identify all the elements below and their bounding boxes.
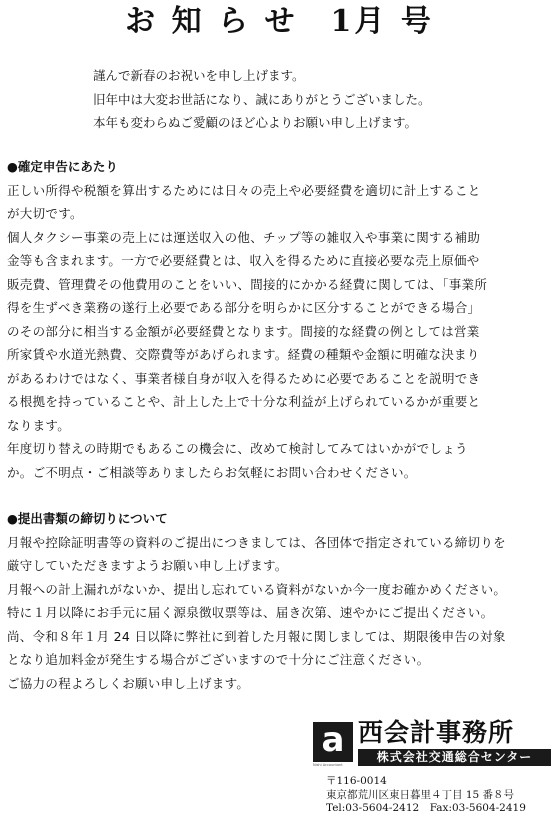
office-name: 西会計事務所 <box>358 718 515 747</box>
submission-deadline-section <box>7 507 555 695</box>
logo-mark-icon: a <box>313 722 353 762</box>
paragraph-line: 所家賃や水道光熱費、交際費等があげられます。経費の種類や金額に明確な決まり <box>7 347 480 362</box>
section-heading: ●提出書類の締切りについて <box>7 511 168 526</box>
greeting-line: 本年も変わらぬご愛顧のほど心よりお願い申し上げます。 <box>93 115 418 130</box>
paragraph-line: 月報への計上漏れがないか、提出し忘れている資料がないか今一度お確かめください。 <box>7 581 507 597</box>
page-title: お 知 ら せ 1月 号 <box>125 4 434 39</box>
paragraph-line: 尚、令和８年１月 24 日以降に弊社に到着した月報に関しましては、期限後申告の対象 <box>7 628 506 644</box>
contact-block <box>326 775 526 816</box>
paragraph-line: 正しい所得や税額を算出するためには日々の売上や必要経費を適切に計上すること <box>7 182 481 198</box>
office-logo <box>313 718 553 772</box>
paragraph-line: 金等も含まれます。一方で必要経費とは、収入を得るために直接必要な売上原価や <box>7 253 480 268</box>
paragraph-line: か。ご不明点・ご相談等ありましたらお気軽にお問い合わせください。 <box>7 464 417 480</box>
paragraph-line: が大切です。 <box>7 206 83 221</box>
paragraph-line: があるわけではなく、事業者様自身が収入を得るために必要であることを説明でき <box>7 370 481 386</box>
section-heading: ●確定申告にあたり <box>7 159 118 174</box>
paragraph-line: 特に１月以降にお手元に届く源泉徴収票等は、届き次第、速やかにご提出ください。 <box>7 605 494 620</box>
paragraph-line: る根拠を持っていることや、計上した上で十分な利益が上げられているかが重要と <box>7 394 481 409</box>
company-name: 株式会社交通総合センター <box>358 749 551 766</box>
tax-return-section <box>7 155 555 484</box>
paragraph-line: となり追加料金が発生する場合がございますので十分にご注意ください。 <box>7 652 430 667</box>
logo-tagline: Nishi Accountant <box>313 763 343 767</box>
paragraph-line: のその部分に相当する金額が必要経費となります。間接的な経費の例としては営業 <box>7 323 480 339</box>
phone-fax: Tel:03-5604-2412 Fax:03-5604-2419 <box>326 802 526 814</box>
street-address: 東京都荒川区東日暮里４丁目 15 番８号 <box>326 788 515 801</box>
postal-code: 〒116-0014 <box>326 775 387 787</box>
paragraph-line: なります。 <box>7 417 71 433</box>
paragraph-line: 年度切り替えの時期でもあるこの機会に、改めて検討してみてはいかがでしょう <box>7 441 468 456</box>
paragraph-line: ご協力の程よろしくお願い申し上げます。 <box>7 675 250 691</box>
paragraph-line: 厳守していただきますようお願い申し上げます。 <box>7 558 288 573</box>
greeting-line: 旧年中は大変お世話になり、誠にありがとうございました。 <box>93 91 431 107</box>
greeting-line: 謹んで新春のお祝いを申し上げます。 <box>93 68 305 83</box>
paragraph-line: 月報や控除証明書等の資料のご提出につきましては、各団体で指定されている締切りを <box>7 534 506 550</box>
paragraph-line: 個人タクシー事業の売上には運送収入の他、チップ等の雑収入や事業に関する補助 <box>7 229 481 245</box>
new-year-greeting <box>93 64 431 135</box>
paragraph-line: 得を生ずべき業務の遂行上必要である部分を明らかに区分することができる場合」 <box>7 300 481 315</box>
paragraph-line: 販売費、管理費その他費用のことをいい、間接的にかかる経費に関しては、「事業所 <box>7 276 488 292</box>
